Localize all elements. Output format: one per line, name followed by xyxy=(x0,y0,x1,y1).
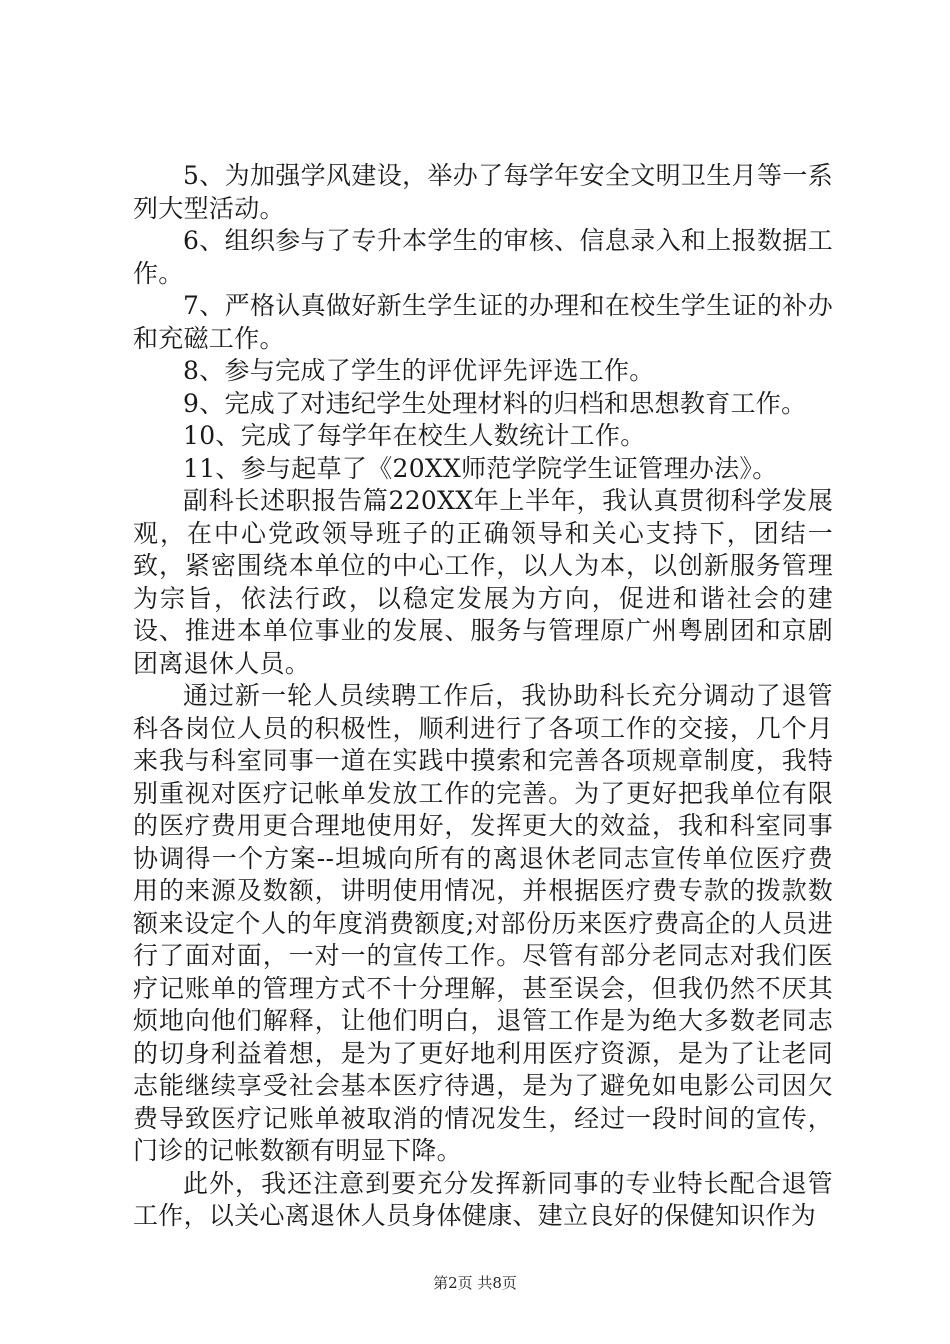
paragraph-additional-work: 此外，我还注意到要充分发挥新同事的专业特长配合退管工作，以关心离退休人员身体健康、建立良好的保健知识作为 xyxy=(133,1168,833,1230)
paragraph-item-10: 10、完成了每学年在校生人数统计工作。 xyxy=(183,421,646,450)
page-footer xyxy=(0,1272,950,1293)
paragraph-item-6: 6、组织参与了专升本学生的审核、信息录入和上报数据工作。 xyxy=(133,226,833,288)
paragraph-item-11: 11、参与起草了《20XX师范学院学生证管理办法》。 xyxy=(183,453,778,483)
document-body xyxy=(133,160,833,1233)
paragraph-item-5: 5、为加强学风建设，举办了每学年安全文明卫生月等一系列大型活动。 xyxy=(133,161,833,223)
paragraph-item-8: 8、参与完成了学生的评优评先评选工作。 xyxy=(183,356,655,385)
page-number-label: 第2页 共8页 xyxy=(433,1274,517,1292)
paragraph-item-7: 7、严格认真做好新生学生证的办理和在校生学生证的补办和充磁工作。 xyxy=(133,291,833,353)
paragraph-report-intro: 副科长述职报告篇220XX年上半年，我认真贯彻科学发展观，在中心党政领导班子的正确领导和关心支持下，团结一致，紧密围绕本单位的中心工作，以人为本，以创新服务管理为宗旨，依法行政，以稳定发展为方向，促进和谐社会的建设、推进本单位事业的发展、服务与管理原广州粤剧团和京剧团离退休人员。 xyxy=(133,486,833,678)
paragraph-item-9: 9、完成了对违纪学生处理材料的归档和思想教育工作。 xyxy=(183,388,807,418)
paragraph-medical-billing: 通过新一轮人员续聘工作后，我协助科长充分调动了退管科各岗位人员的积极性，顺利进行了各项工作的交接，几个月来我与科室同事一道在实践中摸索和完善各项规章制度，我特别重视对医疗记帐单发放工作的完善。为了更好把我单位有限的医疗费用更合理地使用好，发挥更大的效益，我和科室同事协调得一个方案--坦城向所有的离退休老同志宣传单位医疗费用的来源及数额，讲明使用情况，并根据医疗费专款的拨款数额来设定个人的年度消费额度;对部份历来医疗费高企的人员进行了面对面，一对一的宣传工作。尽管有部分老同志对我们医疗记账单的管理方式不十分理解，甚至误会，但我仍然不厌其烦地向他们解释，让他们明白，退管工作是为绝大多数老同志的切身利益着想，是为了更好地利用医疗资源，是为了让老同志能继续享受社会基本医疗待遇，是为了避免如电影公司因欠费导致医疗记账单被取消的情况发生，经过一段时间的宣传，门诊的记帐数额有明显下降。 xyxy=(133,681,833,1165)
